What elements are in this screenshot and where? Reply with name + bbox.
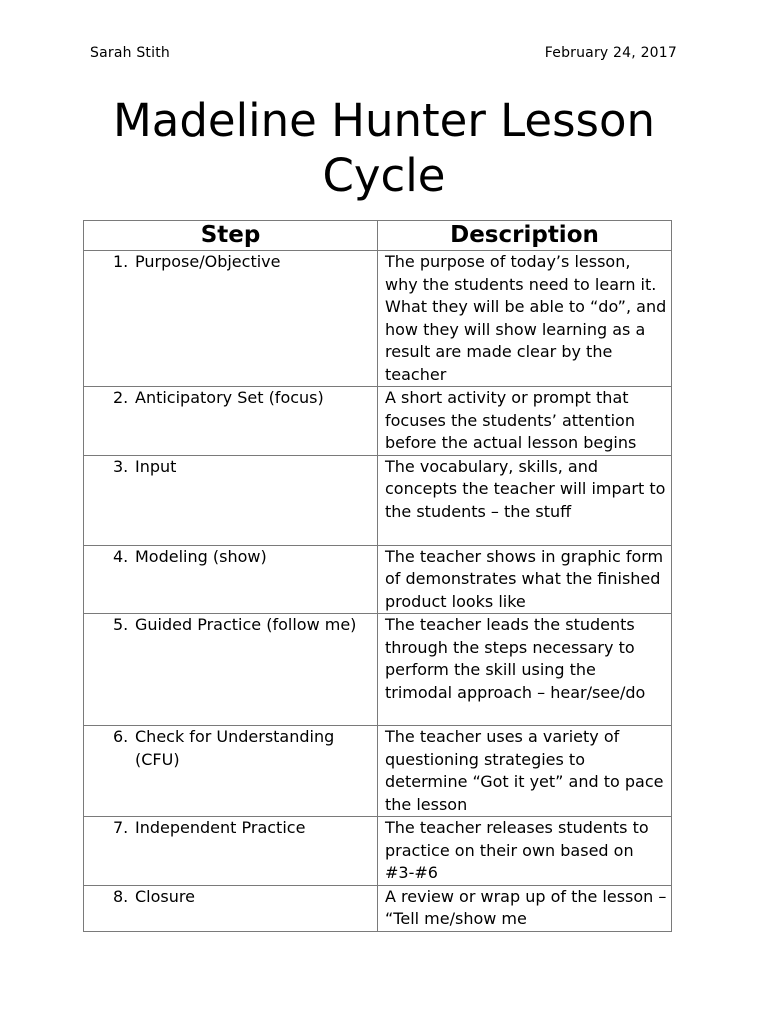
author-name: Sarah Stith bbox=[90, 45, 170, 61]
step-number: 8. bbox=[113, 886, 129, 906]
step-name: Independent Practice bbox=[135, 818, 306, 837]
step-number: 3. bbox=[113, 456, 129, 476]
step-description: A review or wrap up of the lesson – “Tell me/show me bbox=[378, 885, 672, 931]
step-name: Purpose/Objective bbox=[135, 252, 281, 271]
step-description: The teacher uses a variety of questioning strategies to determine “Got it yet” and to pace the lesson bbox=[378, 726, 672, 817]
step-description: The teacher shows in graphic form of demonstrates what the finished product looks like bbox=[378, 545, 672, 614]
step-number: 5. bbox=[113, 615, 129, 634]
step-cell bbox=[84, 885, 378, 931]
step-name: Check for Understanding (CFU) bbox=[135, 727, 335, 769]
step-name: Closure bbox=[135, 886, 195, 906]
step-cell bbox=[84, 817, 378, 886]
table-row bbox=[84, 455, 672, 545]
step-description: A short activity or prompt that focuses the students’ attention before the actual lesson begins bbox=[378, 387, 672, 456]
page-title: Madeline Hunter Lesson Cycle bbox=[112, 94, 656, 202]
document-date: February 24, 2017 bbox=[544, 45, 677, 61]
step-cell bbox=[84, 545, 378, 614]
lesson-cycle-table bbox=[83, 220, 672, 932]
step-description: The teacher leads the students through the steps necessary to perform the skill using the trimodal approach – hear/see/do bbox=[378, 614, 672, 726]
table-row bbox=[84, 251, 672, 387]
step-number: 6. bbox=[113, 727, 129, 746]
step-number: 1. bbox=[113, 252, 129, 271]
column-header-description: Description bbox=[378, 221, 672, 251]
table-row bbox=[84, 387, 672, 456]
step-name: Modeling (show) bbox=[135, 546, 267, 566]
step-cell bbox=[84, 387, 378, 456]
step-cell bbox=[84, 614, 378, 726]
table-row bbox=[84, 817, 672, 886]
step-description: The vocabulary, skills, and concepts the teacher will impart to the students – the stuff bbox=[378, 455, 672, 545]
table-row bbox=[84, 545, 672, 614]
step-cell bbox=[84, 726, 378, 817]
step-number: 2. bbox=[113, 388, 129, 407]
step-number: 4. bbox=[113, 546, 129, 566]
step-description: The teacher releases students to practice on their own based on #3-#6 bbox=[378, 817, 672, 886]
step-name: Guided Practice (follow me) bbox=[135, 615, 357, 634]
table-row bbox=[84, 726, 672, 817]
table-header-row bbox=[84, 221, 672, 251]
step-number: 7. bbox=[113, 818, 129, 837]
step-cell bbox=[84, 251, 378, 387]
step-description: The purpose of today’s lesson, why the students need to learn it. What they will be able to “do”, and how they will show learning as a result are made clear by the teacher bbox=[378, 251, 672, 387]
step-cell bbox=[84, 455, 378, 545]
step-name: Anticipatory Set (focus) bbox=[135, 388, 324, 407]
table-row bbox=[84, 885, 672, 931]
column-header-step: Step bbox=[84, 221, 378, 251]
table-row bbox=[84, 614, 672, 726]
step-name: Input bbox=[135, 456, 177, 476]
